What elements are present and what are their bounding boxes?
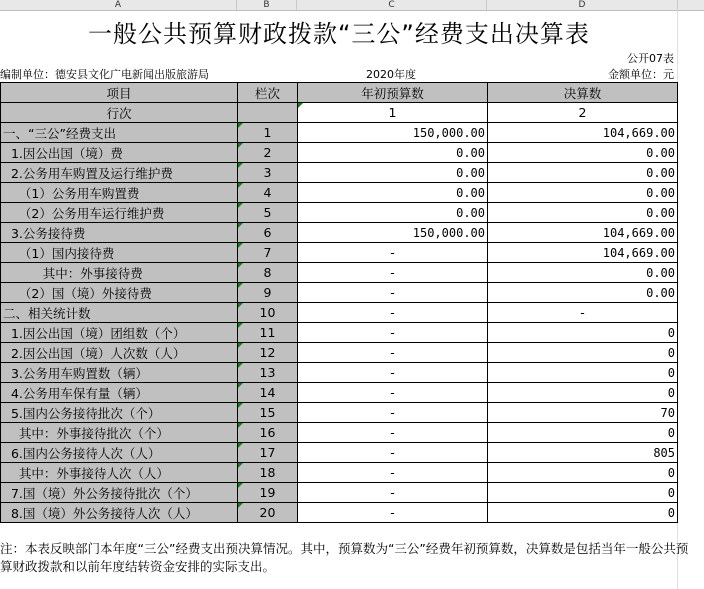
- comment-marker-icon: [238, 243, 243, 248]
- row-line[interactable]: 2: [238, 143, 298, 163]
- row-item[interactable]: 5.国内公务接待批次（个）: [1, 403, 238, 423]
- row-line[interactable]: 18: [238, 463, 298, 483]
- reporting-unit: [0, 66, 209, 82]
- subheader-budget[interactable]: 1: [298, 103, 488, 123]
- row-budget[interactable]: -: [298, 243, 488, 263]
- subheader-line[interactable]: [238, 103, 298, 123]
- comment-marker-icon: [238, 343, 243, 348]
- comment-marker-icon: [238, 423, 243, 428]
- column-header-bar: [0, 0, 704, 11]
- row-final[interactable]: 0: [488, 343, 678, 363]
- row-final[interactable]: 0: [488, 503, 678, 523]
- row-final[interactable]: 70: [488, 403, 678, 423]
- comment-marker-icon: [238, 463, 243, 468]
- table-row: [1, 223, 678, 243]
- comment-marker-icon: [238, 383, 243, 388]
- row-final[interactable]: 0: [488, 483, 678, 503]
- comment-marker-icon: [238, 283, 243, 288]
- table-row: [1, 443, 678, 463]
- row-final[interactable]: 0.00: [488, 163, 678, 183]
- header-final[interactable]: 决算数: [488, 83, 678, 103]
- row-item[interactable]: 2.因公出国（境）人次数（人）: [1, 343, 238, 363]
- row-budget[interactable]: -: [298, 443, 488, 463]
- subheader-row: [1, 103, 678, 123]
- table-row: [1, 343, 678, 363]
- expenditure-table: [0, 82, 678, 523]
- row-budget[interactable]: -: [298, 483, 488, 503]
- table-row: [1, 183, 678, 203]
- row-item[interactable]: （1）国内接待费: [1, 243, 238, 263]
- reporting-unit-name: 德安县文化广电新闻出版旅游局: [55, 68, 209, 81]
- row-budget[interactable]: 0.00: [298, 203, 488, 223]
- header-item[interactable]: 项目: [1, 83, 238, 103]
- row-budget[interactable]: -: [298, 303, 488, 323]
- header-row: [1, 83, 678, 103]
- report-title: 一般公共预算财政拨款“三公”经费支出决算表: [88, 20, 590, 48]
- row-item[interactable]: 6.国内公务接待人次（人）: [1, 443, 238, 463]
- table-row: [1, 203, 678, 223]
- row-item[interactable]: 1.因公出国（境）费: [1, 143, 238, 163]
- row-final[interactable]: 0: [488, 463, 678, 483]
- row-final[interactable]: 0.00: [488, 143, 678, 163]
- comment-marker-icon: [238, 403, 243, 408]
- table-row: [1, 503, 678, 523]
- row-line[interactable]: 9: [238, 283, 298, 303]
- row-line[interactable]: 7: [238, 243, 298, 263]
- row-item[interactable]: 3.公务接待费: [1, 223, 238, 243]
- row-line[interactable]: 19: [238, 483, 298, 503]
- row-final[interactable]: -: [488, 303, 678, 323]
- row-item[interactable]: 3.公务用车购置数（辆）: [1, 363, 238, 383]
- row-final[interactable]: 0: [488, 323, 678, 343]
- row-line[interactable]: 17: [238, 443, 298, 463]
- row-final[interactable]: 104,669.00: [488, 243, 678, 263]
- row-final[interactable]: 104,669.00: [488, 123, 678, 143]
- row-item[interactable]: 二、相关统计数: [1, 303, 238, 323]
- row-line[interactable]: 3: [238, 163, 298, 183]
- row-final[interactable]: 0.00: [488, 283, 678, 303]
- row-budget[interactable]: -: [298, 503, 488, 523]
- row-item[interactable]: 一、“三公”经费支出: [1, 123, 238, 143]
- row-line[interactable]: 20: [238, 503, 298, 523]
- reporting-unit-prefix: 编制单位：: [0, 68, 55, 81]
- comment-marker-icon: [238, 143, 243, 148]
- subheader-item[interactable]: 行次: [1, 103, 238, 123]
- row-item[interactable]: 1.因公出国（境）团组数（个）: [1, 323, 238, 343]
- row-item[interactable]: 2.公务用车购置及运行维护费: [1, 163, 238, 183]
- table-row: [1, 123, 678, 143]
- comment-marker-icon: [238, 303, 243, 308]
- row-line[interactable]: 15: [238, 403, 298, 423]
- table-row: [1, 403, 678, 423]
- row-line[interactable]: 14: [238, 383, 298, 403]
- table-row: [1, 423, 678, 443]
- column-header-d[interactable]: D: [487, 0, 678, 10]
- comment-marker-icon: [238, 163, 243, 168]
- table-row: [1, 143, 678, 163]
- row-line[interactable]: 11: [238, 323, 298, 343]
- header-line[interactable]: 栏次: [238, 83, 298, 103]
- column-header-c[interactable]: C: [297, 0, 487, 10]
- comment-marker-icon: [238, 183, 243, 188]
- row-budget[interactable]: -: [298, 283, 488, 303]
- subheader-final[interactable]: 2: [488, 103, 678, 123]
- row-final[interactable]: 104,669.00: [488, 223, 678, 243]
- row-budget[interactable]: 0.00: [298, 163, 488, 183]
- header-budget[interactable]: 年初预算数: [298, 83, 488, 103]
- row-item[interactable]: 7.国（境）外公务接待批次（个）: [1, 483, 238, 503]
- table-row: [1, 363, 678, 383]
- row-budget[interactable]: -: [298, 403, 488, 423]
- report-year: 2020年度: [366, 68, 416, 81]
- row-line[interactable]: 1: [238, 123, 298, 143]
- row-budget[interactable]: 150,000.00: [298, 123, 488, 143]
- row-budget[interactable]: 0.00: [298, 183, 488, 203]
- row-budget[interactable]: -: [298, 363, 488, 383]
- row-final[interactable]: 0: [488, 383, 678, 403]
- table-row: [1, 303, 678, 323]
- row-item[interactable]: 其中：外事接待费: [1, 263, 238, 283]
- table-row: [1, 263, 678, 283]
- comment-marker-icon: [238, 503, 243, 508]
- table-row: [1, 163, 678, 183]
- table-row: [1, 243, 678, 263]
- form-number: 公开07表: [627, 52, 674, 65]
- row-line[interactable]: 10: [238, 303, 298, 323]
- comment-marker-icon: [238, 483, 243, 488]
- comment-marker-icon: [238, 203, 243, 208]
- row-item[interactable]: 8.国（境）外公务接待人次（人）: [1, 503, 238, 523]
- row-final[interactable]: 0.00: [488, 203, 678, 223]
- table-row: [1, 283, 678, 303]
- comment-marker-icon: [238, 263, 243, 268]
- row-item[interactable]: （2）公务用车运行维护费: [1, 203, 238, 223]
- row-line[interactable]: 12: [238, 343, 298, 363]
- column-header-a[interactable]: A: [0, 0, 237, 10]
- row-final[interactable]: 0: [488, 363, 678, 383]
- comment-marker-icon: [238, 323, 243, 328]
- row-budget[interactable]: -: [298, 263, 488, 283]
- row-budget[interactable]: -: [298, 343, 488, 363]
- row-budget[interactable]: -: [298, 463, 488, 483]
- comment-marker-icon: [238, 223, 243, 228]
- row-line[interactable]: 5: [238, 203, 298, 223]
- row-line[interactable]: 6: [238, 223, 298, 243]
- row-budget[interactable]: -: [298, 323, 488, 343]
- row-final[interactable]: 0.00: [488, 183, 678, 203]
- comment-marker-icon: [238, 443, 243, 448]
- row-line[interactable]: 16: [238, 423, 298, 443]
- currency-unit: 金额单位：元: [608, 68, 674, 81]
- table-row: [1, 483, 678, 503]
- comment-marker-icon: [238, 123, 243, 128]
- row-budget[interactable]: 150,000.00: [298, 223, 488, 243]
- row-item[interactable]: 其中：外事接待批次（个）: [1, 423, 238, 443]
- row-budget[interactable]: 0.00: [298, 143, 488, 163]
- table-row: [1, 323, 678, 343]
- column-header-b[interactable]: B: [237, 0, 297, 10]
- row-budget[interactable]: -: [298, 383, 488, 403]
- row-final[interactable]: 0.00: [488, 263, 678, 283]
- row-final[interactable]: 0: [488, 423, 678, 443]
- row-budget[interactable]: -: [298, 423, 488, 443]
- row-line[interactable]: 13: [238, 363, 298, 383]
- row-item[interactable]: （2）国（境）外接待费: [1, 283, 238, 303]
- row-item[interactable]: 其中：外事接待人次（人）: [1, 463, 238, 483]
- table-row: [1, 463, 678, 483]
- row-line[interactable]: 8: [238, 263, 298, 283]
- row-line[interactable]: 4: [238, 183, 298, 203]
- comment-marker-icon: [298, 103, 303, 108]
- table-row: [1, 383, 678, 403]
- comment-marker-icon: [238, 363, 243, 368]
- row-item[interactable]: （1）公务用车购置费: [1, 183, 238, 203]
- row-item[interactable]: 4.公务用车保有量（辆）: [1, 383, 238, 403]
- row-final[interactable]: 805: [488, 443, 678, 463]
- footnote: 注：本表反映部门本年度“三公”经费支出预决算情况。其中，预算数为“三公”经费年初预算数，决算数是包括当年一般公共预算财政拨款和以前年度结转资金安排的实际支出。: [0, 541, 689, 574]
